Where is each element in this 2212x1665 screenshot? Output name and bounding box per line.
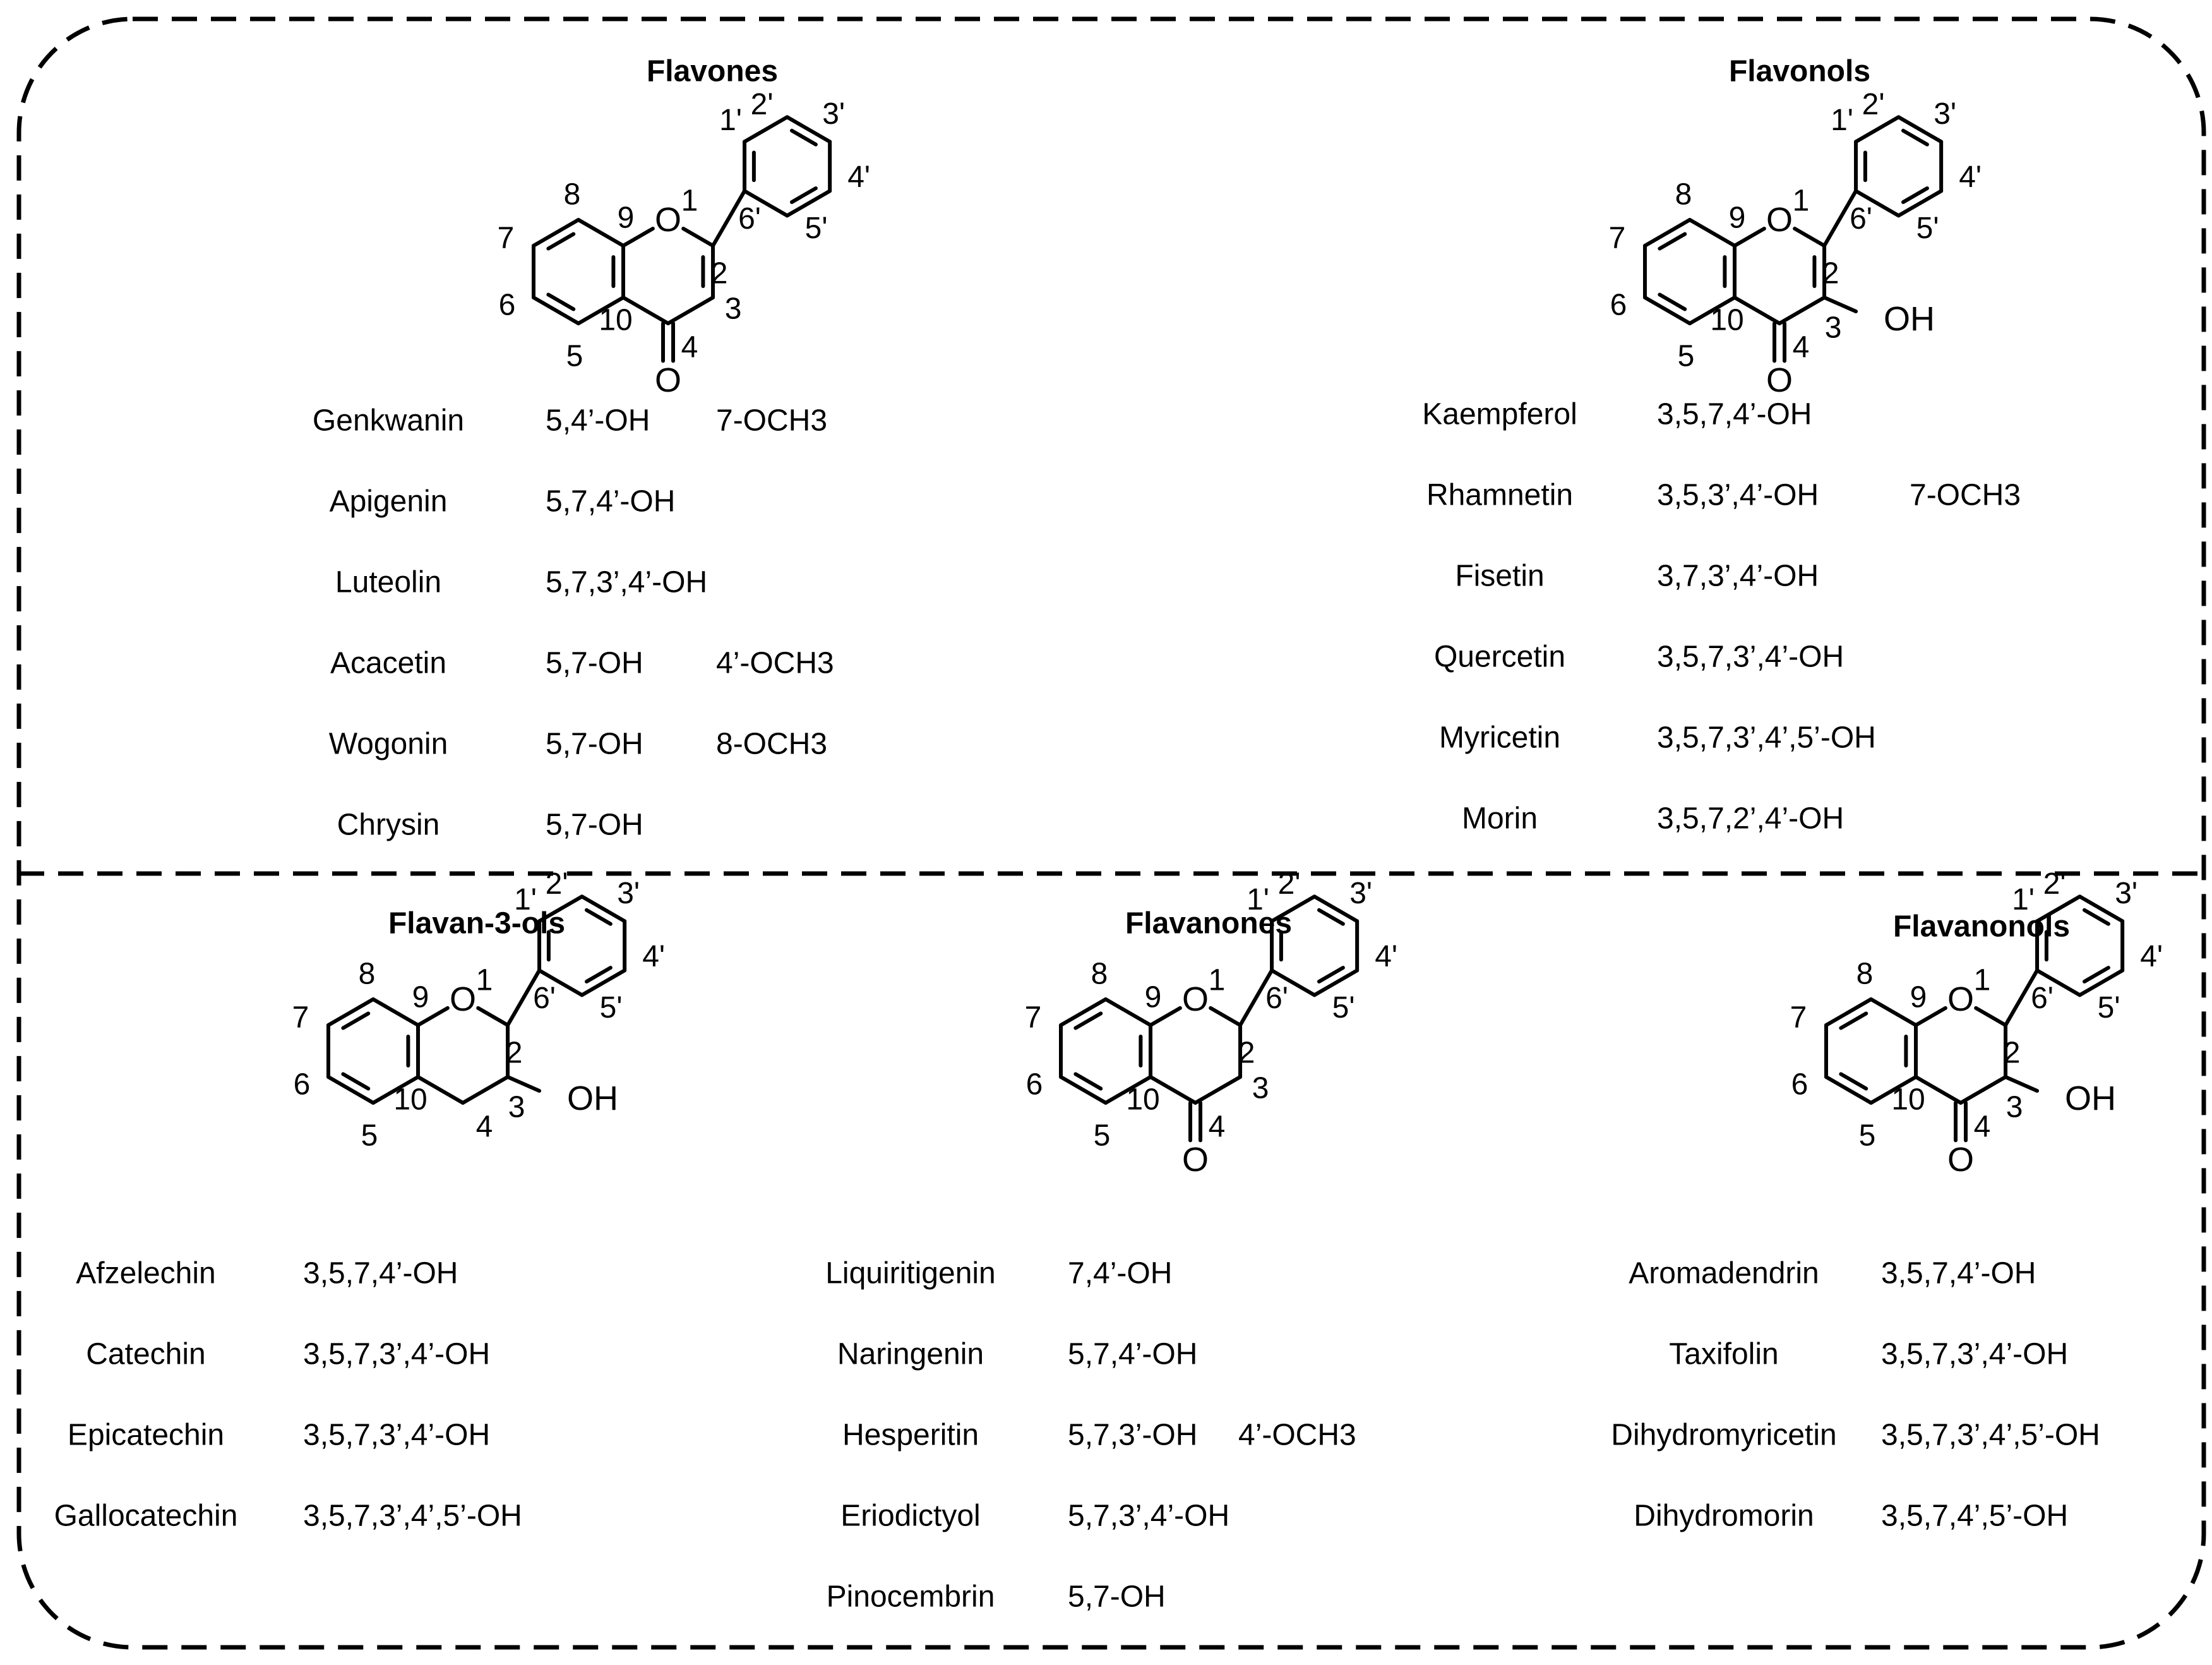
position-label-1-prime: 1' <box>2012 882 2035 917</box>
a-ring-bond <box>1106 999 1151 1025</box>
position-label-2: 2 <box>505 1036 523 1070</box>
c-ring-bond <box>668 298 713 323</box>
position-label-2-prime: 2' <box>750 87 774 121</box>
compound-name: Eriodictyol <box>840 1499 981 1533</box>
position-label-4: 4 <box>1973 1110 1991 1144</box>
compound-name: Afzelechin <box>76 1256 216 1290</box>
substituent-pattern: 5,4’-OH <box>546 404 650 438</box>
position-label-1-prime: 1' <box>719 103 742 137</box>
class-title: Flavonols <box>1728 54 1871 88</box>
position-label-9: 9 <box>1910 980 1927 1014</box>
substituent-pattern: 5,7-OH <box>546 808 643 842</box>
substituent-pattern: 5,7-OH <box>546 727 643 761</box>
carbonyl-oxygen-atom: O <box>655 361 682 399</box>
position-label-3-prime: 3' <box>617 876 640 910</box>
compound-name: Rhamnetin <box>1426 478 1574 512</box>
position-label-3-prime: 3' <box>1934 97 1957 131</box>
position-label-6-prime: 6' <box>533 981 556 1015</box>
position-label-2-prime: 2' <box>1277 867 1301 901</box>
position-label-2: 2 <box>1822 256 1839 291</box>
position-label-3-prime: 3' <box>2115 876 2138 910</box>
position-label-4-prime: 4' <box>847 160 871 194</box>
position-label-6-prime: 6' <box>738 201 761 236</box>
substituent-pattern: 5,7,3’,4’-OH <box>546 565 708 599</box>
position-label-5-prime: 5' <box>2097 990 2120 1025</box>
a-ring-bond <box>1061 999 1106 1025</box>
a-ring-bond <box>1645 220 1690 246</box>
hydroxyl-bond <box>508 1077 539 1091</box>
position-label-2-prime: 2' <box>1862 87 1885 121</box>
hydroxyl-bond <box>2006 1077 2037 1091</box>
substituent-pattern: 3,7,3’,4’-OH <box>1657 559 1819 593</box>
compound-name: Acacetin <box>330 646 447 680</box>
position-label-9: 9 <box>1144 980 1162 1014</box>
c-ring-bond <box>478 1008 508 1025</box>
compound-name: Genkwanin <box>312 404 465 438</box>
position-label-1: 1 <box>1792 184 1810 218</box>
position-label-6-prime: 6' <box>1850 201 1872 236</box>
compound-name: Fisetin <box>1455 559 1545 593</box>
substituent-pattern: 5,7,3’,4’-OH <box>1068 1499 1230 1533</box>
position-label-1: 1 <box>681 184 698 218</box>
position-label-6: 6 <box>1025 1067 1043 1102</box>
panel-flavanonols <box>1611 867 2163 1533</box>
position-label-10: 10 <box>599 303 633 337</box>
a-ring-bond <box>534 220 578 246</box>
position-label-10: 10 <box>1126 1083 1160 1117</box>
substituent-pattern: 3,5,7,4’-OH <box>303 1256 458 1290</box>
substituent-pattern: 5,7,4’-OH <box>546 484 676 519</box>
position-label-4: 4 <box>1208 1110 1226 1144</box>
substituent-pattern: 3,5,7,3’,4’-OH <box>1657 640 1844 674</box>
a-ring-bond <box>328 1077 373 1103</box>
position-label-9: 9 <box>412 980 429 1014</box>
position-label-3: 3 <box>2006 1090 2023 1124</box>
compound-name: Naringenin <box>837 1337 984 1371</box>
position-label-3: 3 <box>1824 311 1842 345</box>
ring-oxygen-atom: O <box>450 980 477 1018</box>
carbonyl-oxygen-atom: O <box>1182 1141 1209 1179</box>
position-label-10: 10 <box>1891 1083 1925 1117</box>
position-label-5: 5 <box>1093 1119 1111 1153</box>
position-label-10: 10 <box>393 1083 427 1117</box>
position-label-5-prime: 5' <box>1332 990 1355 1025</box>
ring-oxygen-atom: O <box>1947 980 1975 1018</box>
position-label-4: 4 <box>681 330 698 364</box>
position-label-3: 3 <box>508 1090 525 1124</box>
substituent-extra: 4’-OCH3 <box>716 646 834 680</box>
position-label-1: 1 <box>475 963 493 997</box>
substituent-extra: 7-OCH3 <box>716 404 828 438</box>
position-label-3: 3 <box>1252 1071 1269 1105</box>
c-ring-bond <box>1795 229 1824 246</box>
position-label-4-prime: 4' <box>2140 939 2163 973</box>
c-ring-bond <box>1195 1077 1240 1103</box>
a-ring-bond <box>1645 298 1690 323</box>
c-ring-bond <box>683 229 713 246</box>
position-label-5: 5 <box>361 1119 378 1153</box>
c-ring-bond <box>1961 1077 2006 1103</box>
position-label-4: 4 <box>475 1110 493 1144</box>
substituent-extra: 8-OCH3 <box>716 727 828 761</box>
substituent-pattern: 5,7,4’-OH <box>1068 1337 1198 1371</box>
hydroxyl-group: OH <box>1884 300 1935 338</box>
compound-name: Apigenin <box>329 484 448 519</box>
position-label-8: 8 <box>1856 957 1874 991</box>
compound-name: Dihydromorin <box>1634 1499 1814 1533</box>
compound-name: Hesperitin <box>842 1418 979 1452</box>
compound-name: Epicatechin <box>67 1418 225 1452</box>
position-label-8: 8 <box>1675 177 1692 212</box>
compound-name: Myricetin <box>1438 721 1561 755</box>
substituent-pattern: 5,7-OH <box>1068 1580 1166 1614</box>
panel-flavones <box>313 55 870 842</box>
ring-oxygen-atom: O <box>655 201 682 239</box>
position-label-2: 2 <box>710 256 728 291</box>
position-label-1: 1 <box>1208 963 1226 997</box>
c-ring-bond <box>463 1077 508 1103</box>
position-label-5-prime: 5' <box>1916 211 1939 245</box>
position-label-8: 8 <box>1091 957 1108 991</box>
panel-flavan3ols <box>54 867 665 1533</box>
substituent-pattern: 3,5,7,4’-OH <box>1881 1256 2036 1290</box>
position-label-5-prime: 5' <box>804 211 828 245</box>
substituent-pattern: 3,5,7,3’,4’,5’-OH <box>1657 721 1876 755</box>
a-ring-bond <box>1826 999 1871 1025</box>
class-title: Flavanonols <box>1892 910 2071 944</box>
position-label-4-prime: 4' <box>642 939 666 973</box>
substituent-pattern: 3,5,7,3’,4’-OH <box>1881 1337 2069 1371</box>
hydroxyl-group: OH <box>2065 1079 2117 1117</box>
compound-name: Morin <box>1461 802 1538 836</box>
position-label-5: 5 <box>1858 1119 1876 1153</box>
position-label-10: 10 <box>1710 303 1744 337</box>
c-ring-bond <box>1211 1008 1240 1025</box>
position-label-7: 7 <box>1790 1001 1807 1035</box>
class-title: Flavones <box>646 54 779 88</box>
substituent-pattern: 3,5,7,3’,4’-OH <box>303 1418 491 1452</box>
position-label-1-prime: 1' <box>1831 103 1853 137</box>
compound-name: Luteolin <box>335 565 442 599</box>
a-ring-bond <box>328 999 373 1025</box>
a-ring-bond <box>1690 220 1735 246</box>
compound-name: Dihydromyricetin <box>1611 1418 1837 1452</box>
position-label-1: 1 <box>1973 963 1991 997</box>
hydroxyl-bond <box>1824 298 1856 311</box>
compound-name: Kaempferol <box>1422 397 1577 431</box>
substituent-pattern: 3,5,7,3’,4’,5’-OH <box>303 1499 522 1533</box>
substituent-pattern: 7,4’-OH <box>1068 1256 1173 1290</box>
position-label-7: 7 <box>292 1001 309 1035</box>
position-label-3: 3 <box>724 292 742 326</box>
position-label-3-prime: 3' <box>1349 876 1373 910</box>
compound-name: Chrysin <box>337 808 440 842</box>
compound-name: Pinocembrin <box>826 1580 995 1614</box>
substituent-pattern: 3,5,7,3’,4’-OH <box>303 1337 491 1371</box>
position-label-1-prime: 1' <box>1246 882 1269 917</box>
position-label-6-prime: 6' <box>1265 981 1288 1015</box>
position-label-6: 6 <box>293 1067 311 1102</box>
panel-flavanones <box>825 867 1397 1614</box>
substituent-pattern: 3,5,7,4’-OH <box>1657 397 1812 431</box>
substituent-pattern: 3,5,7,2’,4’-OH <box>1657 802 1844 836</box>
position-label-4-prime: 4' <box>1375 939 1398 973</box>
position-label-5-prime: 5' <box>599 990 623 1025</box>
substituent-pattern: 3,5,3’,4’-OH <box>1657 478 1819 512</box>
a-ring-bond <box>1826 1077 1871 1103</box>
compound-name: Aromadendrin <box>1629 1256 1819 1290</box>
position-label-8: 8 <box>358 957 376 991</box>
c-ring-bond <box>1976 1008 2006 1025</box>
ring-oxygen-atom: O <box>1182 980 1209 1018</box>
position-label-6-prime: 6' <box>2031 981 2054 1015</box>
position-label-3-prime: 3' <box>822 97 846 131</box>
position-label-9: 9 <box>1728 201 1746 235</box>
substituent-pattern: 3,5,7,3’,4’,5’-OH <box>1881 1418 2100 1452</box>
compound-name: Taxifolin <box>1669 1337 1779 1371</box>
substituent-pattern: 5,7,3’-OH <box>1068 1418 1198 1452</box>
compound-name: Catechin <box>86 1337 206 1371</box>
position-label-6: 6 <box>1791 1067 1808 1102</box>
compound-name: Gallocatechin <box>54 1499 238 1533</box>
position-label-2-prime: 2' <box>2043 867 2066 901</box>
panel-flavonols <box>1422 55 2021 836</box>
hydroxyl-group: OH <box>567 1079 619 1117</box>
substituent-extra: 7-OCH3 <box>1910 478 2021 512</box>
position-label-6: 6 <box>1610 288 1627 322</box>
a-ring-bond <box>1871 999 1916 1025</box>
a-ring-bond <box>578 220 623 246</box>
compound-name: Wogonin <box>328 727 448 761</box>
position-label-6: 6 <box>498 288 516 322</box>
a-ring-bond <box>534 298 578 323</box>
position-label-7: 7 <box>1024 1001 1042 1035</box>
position-label-8: 8 <box>563 177 581 212</box>
substituent-pattern: 3,5,7,4’,5’-OH <box>1881 1499 2069 1533</box>
position-label-7: 7 <box>497 221 515 255</box>
compound-name: Liquiritigenin <box>825 1256 996 1290</box>
position-label-7: 7 <box>1608 221 1626 255</box>
compound-name: Quercetin <box>1433 640 1566 674</box>
position-label-9: 9 <box>617 201 635 235</box>
position-label-2: 2 <box>1238 1036 1255 1070</box>
c-ring-bond <box>1779 298 1824 323</box>
a-ring-bond <box>1061 1077 1106 1103</box>
position-label-4-prime: 4' <box>1959 160 1982 194</box>
position-label-5: 5 <box>1677 339 1695 373</box>
carbonyl-oxygen-atom: O <box>1947 1141 1975 1179</box>
class-title: Flavanones <box>1125 906 1293 941</box>
position-label-2: 2 <box>2003 1036 2021 1070</box>
substituent-pattern: 5,7-OH <box>546 646 643 680</box>
a-ring-bond <box>373 999 418 1025</box>
ring-oxygen-atom: O <box>1766 201 1793 239</box>
position-label-1-prime: 1' <box>514 882 537 917</box>
substituent-extra: 4’-OCH3 <box>1238 1418 1356 1452</box>
class-title: Flavan-3-ols <box>388 906 566 941</box>
carbonyl-oxygen-atom: O <box>1766 361 1793 399</box>
position-label-4: 4 <box>1792 330 1810 364</box>
position-label-2-prime: 2' <box>545 867 568 901</box>
position-label-5: 5 <box>566 339 583 373</box>
